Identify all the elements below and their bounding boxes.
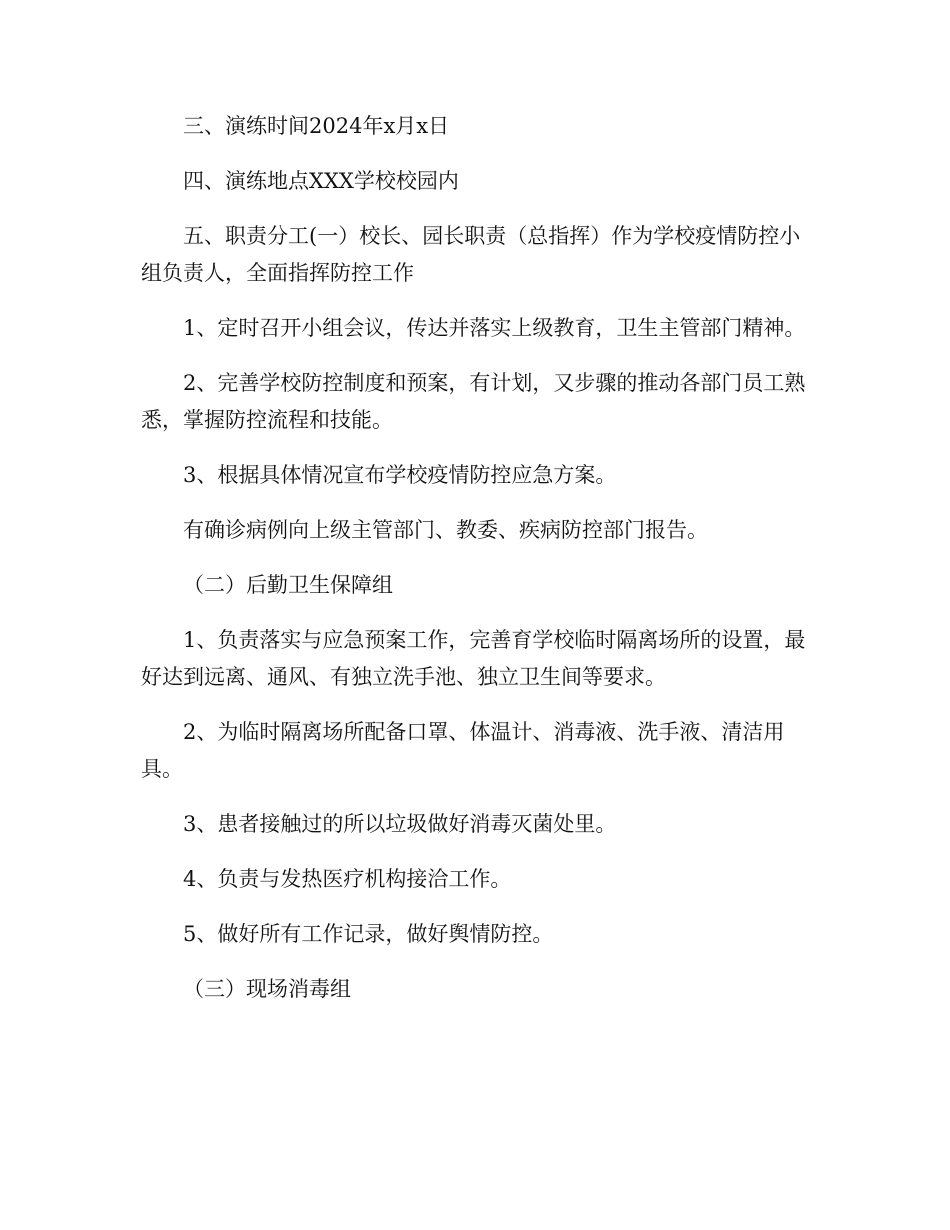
paragraph-division-of-duties: 五、职责分工(一）校长、园长职责（总指挥）作为学校疫情防控小组负责人，全面指挥防控工作: [141, 224, 801, 285]
section-heading-disinfection: （三）现场消毒组: [183, 977, 351, 1001]
paragraph-drill-time: 三、演练时间2024年x月x日: [183, 114, 450, 138]
paragraph-report: 有确诊病例向上级主管部门、教委、疾病防控部门报告。: [183, 518, 708, 542]
paragraph-duty-1: 1、定时召开小组会议，传达并落实上级教育，卫生主管部门精神。: [183, 316, 806, 340]
paragraph-logistics-3: 3、患者接触过的所以垃圾做好消毒灭菌处里。: [183, 812, 617, 836]
paragraph-logistics-5: 5、做好所有工作记录，做好舆情防控。: [183, 922, 554, 946]
paragraph-logistics-1: 1、负责落实与应急预案工作，完善育学校临时隔离场所的设置，最好达到远离、通风、有独立洗手池、独立卫生间等要求。: [141, 628, 806, 689]
section-heading-logistics: （二）后勤卫生保障组: [183, 573, 393, 597]
paragraph-drill-location: 四、演练地点XXX学校校园内: [183, 169, 459, 193]
paragraph-duty-3: 3、根据具体情况宣布学校疫情防控应急方案。: [183, 463, 617, 487]
document-body: [141, 108, 809, 1026]
paragraph-duty-2: 2、完善学校防控制度和预案，有计划，又步骤的推动各部门员工熟悉，掌握防控流程和技能。: [141, 371, 806, 432]
paragraph-logistics-4: 4、负责与发热医疗机构接洽工作。: [183, 867, 512, 891]
paragraph-logistics-2: 2、为临时隔离场所配备口罩、体温计、消毒液、洗手液、清洁用具。: [141, 720, 785, 781]
